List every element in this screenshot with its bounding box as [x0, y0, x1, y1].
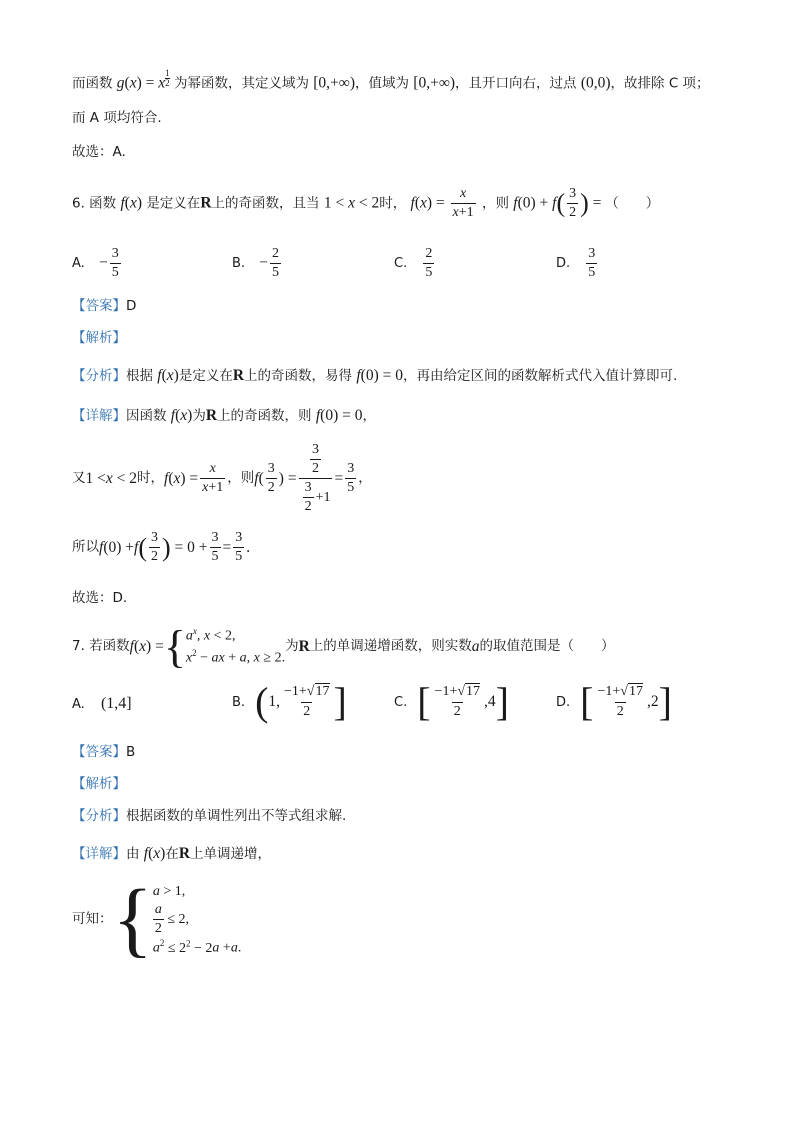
math: ] — [495, 679, 509, 724]
inequality-system: a > 1, $\frac{a}{2}$ ≤ 2, $a^2 \le 2^2 - 2a +a$. — [152, 884, 242, 956]
option-label: B. — [232, 694, 246, 710]
answer-7 — [72, 746, 135, 760]
math: ( — [175, 407, 181, 424]
text: 而函数 — [72, 75, 113, 92]
text: 由 — [126, 846, 140, 862]
math: ) = — [146, 638, 164, 656]
question-7 — [72, 621, 615, 672]
math: ) = — [426, 194, 449, 212]
math: f — [134, 538, 139, 556]
piecewise: $a^x$, x < 2, $x^2$ − ax + a, x ≥ 2. — [185, 626, 286, 666]
text: 在 — [165, 846, 179, 862]
option-6d — [556, 246, 599, 281]
analysis-6-header: 【解析】 — [72, 330, 126, 346]
math: f — [99, 538, 104, 556]
text: 时， — [379, 195, 407, 212]
text: 为幂函数，其定义域为 — [173, 75, 309, 92]
option-7c — [394, 679, 509, 724]
answer-tag: 【答案】 — [72, 298, 126, 314]
text: ， — [362, 408, 376, 424]
fraction: $\frac{3}{5}$ — [347, 461, 355, 496]
math: x — [129, 194, 137, 212]
fraction: $\frac{3}{2}$ — [569, 186, 577, 221]
fraction: $\frac{3}{5}$ — [111, 246, 119, 281]
math: f — [157, 367, 162, 384]
math-interval: [0,+∞) — [413, 74, 456, 92]
math-interval: [0,+∞) — [313, 74, 355, 92]
math: x — [105, 469, 113, 487]
text: 上的单调递增函数，则实数 — [309, 638, 472, 655]
math: ( — [138, 532, 147, 562]
fenxi-7 — [72, 810, 346, 824]
math: f — [129, 638, 134, 656]
fraction: $\frac{x}{x+1}$ — [202, 461, 224, 496]
math: a — [471, 638, 480, 656]
fraction: $\frac{3}{5}$ — [235, 530, 243, 565]
math: (1,4] — [100, 695, 132, 712]
text: 为 — [192, 408, 206, 424]
math: ( — [258, 469, 264, 487]
math: 1 < — [323, 194, 349, 212]
math: (0) = 0 — [360, 367, 403, 384]
answer-tag: 【答案】 — [72, 744, 126, 760]
text: ，且开口向右，过点 — [455, 75, 577, 92]
math: f — [164, 469, 169, 487]
math: f — [356, 367, 361, 384]
text: （ ） — [605, 195, 660, 212]
xiangjie-tag: 【详解】 — [72, 846, 126, 862]
math: ) — [173, 367, 179, 384]
fraction: $\frac{2}{5}$ — [271, 246, 279, 281]
math: ) = — [136, 74, 159, 92]
fraction: $\frac{3}{5}$ — [588, 246, 596, 281]
math: ) — [136, 194, 143, 212]
math: = — [334, 469, 344, 487]
math: x — [139, 638, 147, 656]
fenxi-tag: 【分析】 — [72, 368, 126, 384]
question-6 — [72, 186, 659, 221]
text: ，值域为 — [355, 75, 409, 92]
option-6c — [394, 246, 436, 281]
math: ( — [133, 638, 140, 656]
option-label: D. — [556, 694, 571, 710]
option-6a — [72, 246, 123, 281]
option-7a — [72, 695, 132, 713]
answer-value: D — [126, 298, 137, 314]
math: x — [173, 469, 181, 487]
math: ) — [162, 532, 171, 562]
option-label: C. — [394, 694, 408, 710]
option-7d — [556, 679, 672, 724]
math-R: R — [232, 367, 245, 384]
math: f — [120, 194, 125, 212]
math: x — [153, 845, 161, 862]
text: 的取值范围是（ ） — [479, 638, 615, 655]
line-1 — [72, 68, 710, 94]
math: = — [222, 538, 232, 556]
math: − — [259, 254, 268, 272]
xiangjie-7 — [72, 846, 271, 862]
option-label: B. — [232, 256, 246, 272]
math: ) — [187, 407, 193, 424]
text: 所以 — [72, 538, 99, 555]
text: 上单调递增， — [190, 846, 272, 862]
math: f — [410, 194, 415, 212]
math-R: R — [205, 407, 218, 424]
math: < 2 — [354, 194, 380, 212]
option-6b — [232, 246, 283, 281]
analysis-7-header: 【解析】 — [72, 776, 126, 792]
math: ] — [658, 679, 672, 724]
math: (0) = 0 — [320, 407, 363, 424]
text: ，故排除 C 项； — [610, 75, 710, 92]
text: 上的奇函数，易得 — [244, 368, 353, 384]
math: x — [419, 194, 427, 212]
math: ( — [168, 469, 174, 487]
math: x — [129, 74, 137, 92]
text: ，则 — [481, 195, 509, 212]
text: 上的奇函数，则 — [217, 408, 312, 424]
option-label: D. — [556, 256, 571, 272]
math-gx: g — [116, 74, 125, 92]
text: ， — [358, 469, 372, 486]
math: 1 < — [85, 469, 106, 487]
math: f — [143, 845, 149, 862]
fraction: $\frac{-1+√17}{2}$ — [597, 684, 643, 719]
line-2: 而 A 项均符合. — [72, 110, 162, 126]
math: x — [180, 407, 188, 424]
brace: { — [163, 621, 186, 672]
option-7b — [232, 679, 347, 724]
xiangjie-6 — [72, 408, 376, 424]
text: ，则 — [227, 469, 255, 486]
fraction: $\frac{-1+√17}{2}$ — [284, 684, 330, 719]
math: x — [158, 74, 166, 92]
nested-fraction: $\frac{3}{2}$ $\frac{3}{2}$ +1 — [299, 442, 333, 515]
math: f — [315, 407, 321, 424]
math-R: R — [200, 194, 212, 212]
text: 6. 函数 — [72, 195, 117, 212]
option-label: A. — [72, 697, 85, 712]
xiangjie-tag: 【详解】 — [72, 408, 126, 424]
fraction: $\frac{3}{2}$ — [267, 461, 275, 496]
math: 1, — [268, 693, 281, 710]
math: x — [166, 367, 174, 384]
fenxi-tag: 【分析】 — [72, 808, 126, 824]
math: ,4 — [484, 693, 496, 710]
derivation-line — [72, 442, 372, 515]
text: 上的奇函数，且当 — [211, 195, 320, 212]
math: [ — [580, 679, 594, 724]
math: ) — [580, 188, 589, 218]
math: ( — [161, 367, 167, 384]
fraction: $\frac{-1+√17}{2}$ — [434, 684, 481, 719]
math: ( — [556, 188, 566, 218]
math: f — [170, 407, 176, 424]
brace: { — [112, 873, 153, 966]
math: (0) + — [517, 194, 553, 212]
math: ) = — [180, 469, 199, 487]
answer-6 — [72, 300, 136, 314]
text: 根据函数的单调性列出不等式组求解. — [126, 808, 347, 824]
math: ( — [255, 679, 269, 724]
conclusion-line — [72, 530, 250, 565]
text: 时， — [137, 469, 165, 486]
text: 因函数 — [126, 408, 167, 424]
option-label: C. — [394, 256, 408, 272]
math: ( — [124, 194, 130, 212]
line-3: 故选：A. — [72, 144, 126, 160]
text: 根据 — [126, 368, 153, 384]
math-point: (0,0) — [580, 74, 611, 92]
math: f — [552, 194, 557, 212]
kezhi-system — [72, 873, 242, 966]
math: − — [98, 254, 108, 272]
text: 7. 若函数 — [72, 638, 130, 655]
math: f — [254, 469, 259, 487]
fraction: $\frac{3}{5}$ — [211, 530, 219, 565]
math: f — [513, 194, 518, 212]
math: x — [348, 194, 355, 212]
fraction: $\frac{2}{5}$ — [425, 246, 433, 281]
text: 可知： — [72, 911, 113, 928]
math-exponent: 1 2 — [165, 68, 170, 88]
text: 为 — [285, 638, 299, 655]
math: = 0 + — [170, 538, 208, 556]
math: ( — [414, 194, 420, 212]
select-6: 故选：D. — [72, 590, 128, 606]
math: ) — [160, 845, 166, 862]
text: 又 — [72, 469, 86, 486]
math-R: R — [298, 638, 310, 656]
math: < 2 — [112, 469, 138, 487]
math: = — [588, 194, 606, 212]
answer-value: B — [126, 744, 136, 760]
math: . — [246, 538, 251, 556]
fraction: $\frac{3}{2}$ — [151, 530, 158, 565]
math: ] — [333, 679, 347, 724]
option-label: A. — [72, 256, 85, 272]
math: (0) + — [103, 538, 135, 556]
math: ( — [124, 74, 130, 92]
math-R: R — [178, 845, 191, 862]
text: 是定义在 — [146, 195, 201, 212]
math: [ — [417, 679, 431, 724]
math: ) = — [278, 469, 297, 487]
math: ( — [148, 845, 154, 862]
text: ，再由给定区间的函数解析式代入值计算即可. — [402, 368, 678, 384]
fraction: $\frac{x}{x+1}$ — [452, 186, 474, 221]
text: 是定义在 — [178, 368, 233, 384]
math: ,2 — [646, 693, 659, 710]
fenxi-6 — [72, 368, 677, 384]
